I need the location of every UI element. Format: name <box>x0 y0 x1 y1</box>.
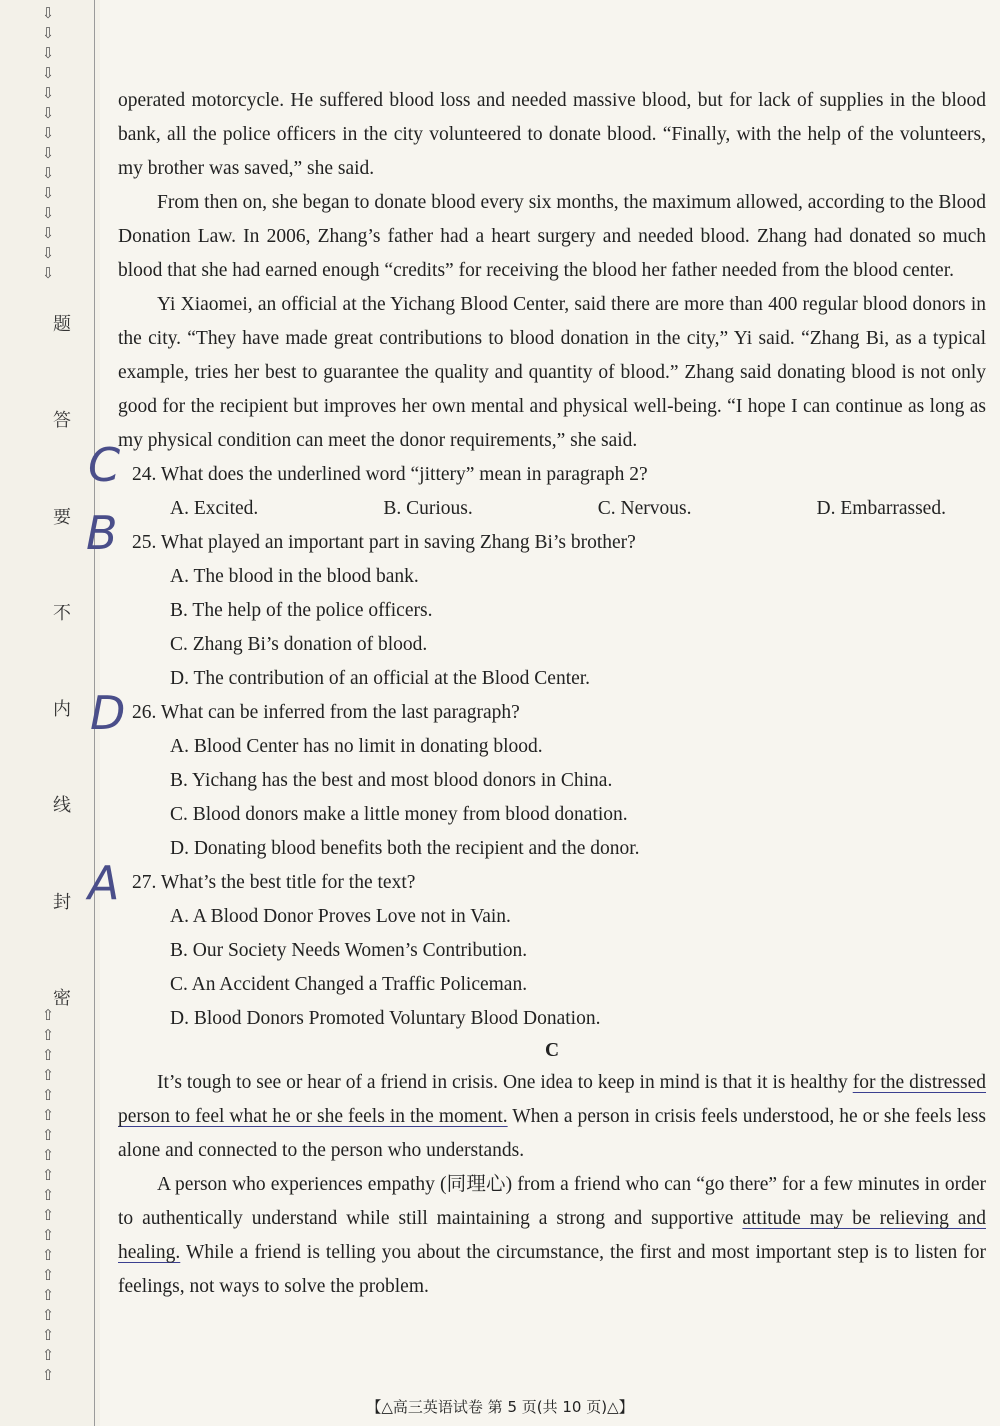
handwritten-answer: B <box>86 506 118 560</box>
arrow-down-icon: ⇩ <box>41 166 55 182</box>
handwritten-answer: C <box>88 438 121 492</box>
arrow-down-icon: ⇩ <box>41 6 55 22</box>
underlined-text: for the distressed person to feel what he or she feels in the moment. <box>118 1072 987 1127</box>
arrow-up-icon: ⇧ <box>41 1328 55 1344</box>
passage-b-paragraph-1: operated motorcycle. He suffered blood loss and needed massive blood, but for lack of supplies in the blood bank, all the police officers in the city volunteered to donate blood. “Finally, with the help of the volunteers, my brother was saved,” she said. <box>118 90 986 179</box>
option-b[interactable]: B. Yichang has the best and most blood donors in China. <box>170 770 613 791</box>
option-c[interactable]: C. An Accident Changed a Traffic Policeman. <box>170 974 528 995</box>
option-d[interactable]: D. Blood Donors Promoted Voluntary Blood Donation. <box>170 1008 601 1029</box>
exam-page-content <box>86 84 987 1304</box>
handwritten-answer: A <box>88 856 120 910</box>
arrow-up-icon: ⇧ <box>41 1048 55 1064</box>
arrow-down-icon: ⇩ <box>41 66 55 82</box>
section-heading: C <box>544 1040 560 1061</box>
option-b[interactable]: B. The help of the police officers. <box>170 600 433 621</box>
underlined-text: attitude may be relieving and healing. <box>118 1208 986 1263</box>
arrow-up-icon: ⇧ <box>41 1068 55 1084</box>
question-27 <box>88 856 986 1036</box>
text-run: It’s tough to see or hear of a friend in crisis. One idea to keep in mind is that it is healthy <box>157 1072 853 1093</box>
question-stem: 26. What can be inferred from the last paragraph? <box>132 702 520 723</box>
option-d[interactable]: D. The contribution of an official at the Blood Center. <box>170 668 591 689</box>
arrow-up-icon: ⇧ <box>41 1088 55 1104</box>
arrow-down-icon: ⇩ <box>41 206 55 222</box>
arrow-up-icon: ⇧ <box>41 1228 55 1244</box>
arrow-down-icon: ⇩ <box>41 226 55 242</box>
question-options <box>118 492 986 526</box>
arrow-up-icon: ⇧ <box>41 1248 55 1264</box>
question-stem: 27. What’s the best title for the text? <box>132 872 416 893</box>
option-c[interactable]: C. Nervous. <box>597 498 692 519</box>
arrow-up-icon: ⇧ <box>41 1368 55 1384</box>
seal-char: 内 <box>53 699 71 721</box>
question-stem: 24. What does the underlined word “jittery” mean in paragraph 2? <box>132 464 648 485</box>
option-a[interactable]: A. Blood Center has no limit in donating blood. <box>170 736 543 757</box>
margin-arrows-top <box>40 4 56 284</box>
seal-char: 密 <box>53 987 71 1009</box>
option-a[interactable]: A. The blood in the blood bank. <box>170 566 419 587</box>
question-stem: 25. What played an important part in saving Zhang Bi’s brother? <box>132 532 636 553</box>
arrow-up-icon: ⇧ <box>41 1108 55 1124</box>
seal-char: 线 <box>53 795 71 817</box>
arrow-down-icon: ⇩ <box>41 146 55 162</box>
arrow-up-icon: ⇧ <box>41 1008 55 1024</box>
seal-char: 封 <box>53 891 71 913</box>
option-c[interactable]: C. Zhang Bi’s donation of blood. <box>170 634 428 655</box>
seal-char: 题 <box>53 314 71 335</box>
handwritten-answer: D <box>90 686 126 740</box>
arrow-up-icon: ⇧ <box>41 1208 55 1224</box>
option-b[interactable]: B. Our Society Needs Women’s Contribution. <box>170 940 528 961</box>
text-run: A person who experiences empathy (同理心) from a friend who can “go there” for a few minutes in order to authentically understand while still maintaining a strong and supportive <box>118 1174 986 1229</box>
option-b[interactable]: B. Curious. <box>383 498 473 519</box>
arrow-down-icon: ⇩ <box>41 246 55 262</box>
arrow-down-icon: ⇩ <box>41 106 55 122</box>
seal-char: 要 <box>53 506 71 528</box>
passage-b-paragraph-2: From then on, she began to donate blood every six months, the maximum allowed, according to the Blood Donation Law. In 2006, Zhang’s father had a heart surgery and needed blood. Zhang had donated so much blood that she had earned enough “credits” for receiving the blood her father needed from the blood center. <box>118 192 986 281</box>
passage-c-paragraph-1 <box>118 1066 986 1168</box>
arrow-down-icon: ⇩ <box>41 46 55 62</box>
arrow-up-icon: ⇧ <box>41 1188 55 1204</box>
question-24 <box>88 438 986 526</box>
seal-char: 不 <box>53 602 71 624</box>
option-a[interactable]: A. A Blood Donor Proves Love not in Vain. <box>170 906 511 927</box>
arrow-up-icon: ⇧ <box>41 1348 55 1364</box>
arrow-down-icon: ⇩ <box>41 126 55 142</box>
text-run: While a friend is telling you about the circumstance, the first and most important step is to listen for feelings, not ways to solve the problem. <box>118 1242 986 1297</box>
seal-line-notice <box>50 310 74 1010</box>
option-d[interactable]: D. Donating blood benefits both the recipient and the donor. <box>170 838 640 859</box>
passage-b-paragraph-3: Yi Xiaomei, an official at the Yichang Blood Center, said there are more than 400 regular blood donors in the city. “They have made great contributions to blood donation in the city,” Yi said. “Zhang Bi, as a typical example, tries her best to guarantee the quality and quantity of blood.” Zhang said donating blood is not only good for the recipient but improves her own mental and physical well-being. “I hope I can continue as long as my physical condition can meet the donor requirements,” she said. <box>118 294 986 451</box>
page-footer: 【△高三英语试卷 第 5 页(共 10 页)△】 <box>366 1398 634 1416</box>
text-run: When a person in crisis feels understood, he or she feels less alone and connected to the person who understands. <box>118 1106 986 1161</box>
margin-arrows-bottom <box>40 1006 56 1386</box>
arrow-down-icon: ⇩ <box>41 86 55 102</box>
arrow-up-icon: ⇧ <box>41 1288 55 1304</box>
arrow-down-icon: ⇩ <box>41 186 55 202</box>
arrow-down-icon: ⇩ <box>41 266 55 282</box>
option-d[interactable]: D. Embarrassed. <box>816 498 946 519</box>
arrow-up-icon: ⇧ <box>41 1308 55 1324</box>
arrow-down-icon: ⇩ <box>41 26 55 42</box>
seal-char: 答 <box>53 410 71 432</box>
arrow-up-icon: ⇧ <box>41 1268 55 1284</box>
arrow-up-icon: ⇧ <box>41 1168 55 1184</box>
option-a[interactable]: A. Excited. <box>170 498 259 519</box>
arrow-up-icon: ⇧ <box>41 1128 55 1144</box>
passage-c-paragraph-2 <box>118 1168 986 1304</box>
option-c[interactable]: C. Blood donors make a little money from blood donation. <box>170 804 628 825</box>
arrow-up-icon: ⇧ <box>41 1148 55 1164</box>
arrow-up-icon: ⇧ <box>41 1028 55 1044</box>
binding-margin <box>0 0 100 1426</box>
question-26 <box>90 686 986 866</box>
